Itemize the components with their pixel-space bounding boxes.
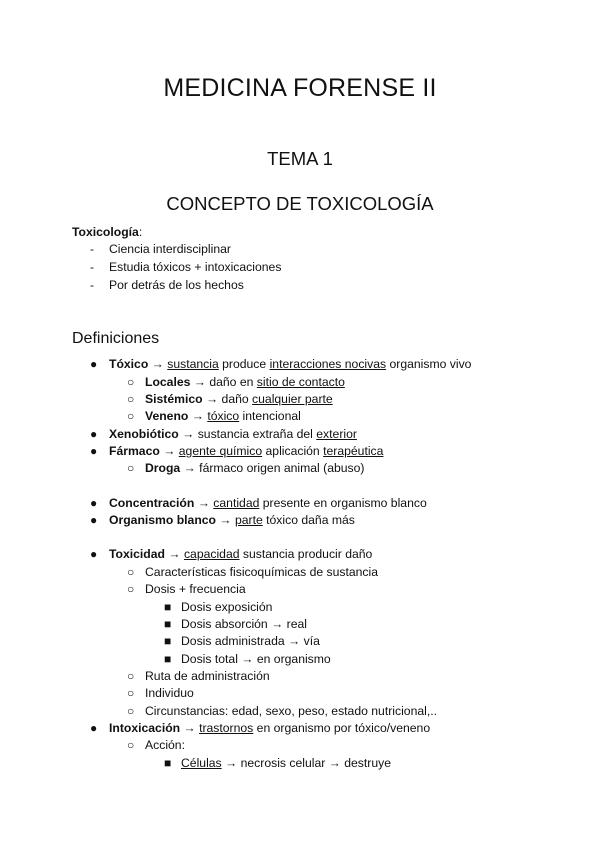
toxicologia-item: Estudia tóxicos + intoxicaciones: [109, 260, 282, 274]
definiciones-heading: Definiciones: [72, 330, 160, 347]
toxicidad-ruta: Ruta de administración: [145, 669, 270, 683]
dosis-exposicion: Dosis exposición: [181, 600, 273, 614]
bullet-level1: ●: [90, 496, 98, 510]
bullet-level3: ■: [164, 756, 172, 770]
dosis-administrada: Dosis administrada → vía: [181, 634, 320, 648]
dash-bullet: -: [90, 260, 95, 274]
toxicidad-circunstancias: Circunstancias: edad, sexo, peso, estado nutricional,..: [145, 704, 437, 718]
concepto-heading: CONCEPTO DE TOXICOLOGÍA: [166, 193, 434, 214]
def-toxicidad: Toxicidad → capacidad sustancia producir daño: [109, 547, 373, 561]
bullet-level3: ■: [164, 634, 172, 648]
dosis-total: Dosis total → en organismo: [181, 652, 331, 666]
def-droga: Droga → fármaco origen animal (abuso): [145, 461, 365, 475]
def-locales: Locales → daño en sitio de contacto: [145, 375, 345, 389]
bullet-level2: ○: [127, 565, 135, 579]
bullet-level3: ■: [164, 617, 172, 631]
bullet-level2: ○: [127, 686, 135, 700]
toxicologia-label: Toxicología:: [72, 225, 143, 239]
bullet-level3: ■: [164, 652, 172, 666]
bullet-level2: ○: [127, 738, 135, 752]
bullet-level3: ■: [164, 600, 172, 614]
def-sistemico: Sistémico → daño cualquier parte: [145, 392, 333, 406]
bullet-level2: ○: [127, 375, 135, 389]
dash-bullet: -: [90, 242, 95, 256]
bullet-level1: ●: [90, 721, 98, 735]
dash-bullet: -: [90, 278, 95, 292]
bullet-level2: ○: [127, 704, 135, 718]
toxicologia-item: Ciencia interdisciplinar: [109, 242, 231, 256]
def-farmaco: Fármaco → agente químico aplicación terapéutica: [109, 444, 384, 458]
accion-celulas: Células → necrosis celular → destruye: [181, 756, 391, 770]
def-veneno: Veneno → tóxico intencional: [145, 409, 301, 423]
bullet-level2: ○: [127, 582, 135, 596]
intoxicacion-accion: Acción:: [145, 738, 185, 752]
def-concentracion: Concentración → cantidad presente en organismo blanco: [109, 496, 427, 510]
bullet-level2: ○: [127, 409, 135, 423]
def-xenobiotico: Xenobiótico → sustancia extraña del exterior: [109, 427, 357, 441]
bullet-level1: ●: [90, 444, 98, 458]
def-toxico: Tóxico → sustancia produce interacciones nocivas organismo vivo: [109, 357, 472, 371]
bullet-level2: ○: [127, 461, 135, 475]
bullet-level2: ○: [127, 669, 135, 683]
bullet-level1: ●: [90, 357, 98, 371]
toxicidad-caracteristicas: Características fisicoquímicas de sustancia: [145, 565, 379, 579]
def-intoxicacion: Intoxicación → trastornos en organismo por tóxico/veneno: [109, 721, 431, 735]
bullet-level1: ●: [90, 513, 98, 527]
document-title: MEDICINA FORENSE II: [163, 74, 437, 102]
bullet-level1: ●: [90, 427, 98, 441]
bullet-level2: ○: [127, 392, 135, 406]
toxicidad-dosis: Dosis + frecuencia: [145, 582, 246, 596]
toxicologia-item: Por detrás de los hechos: [109, 278, 244, 292]
toxicidad-individuo: Individuo: [145, 686, 194, 700]
bullet-level1: ●: [90, 547, 98, 561]
def-organismo-blanco: Organismo blanco → parte tóxico daña más: [109, 513, 355, 527]
dosis-absorcion: Dosis absorción → real: [181, 617, 307, 631]
tema-heading: TEMA 1: [267, 148, 333, 169]
